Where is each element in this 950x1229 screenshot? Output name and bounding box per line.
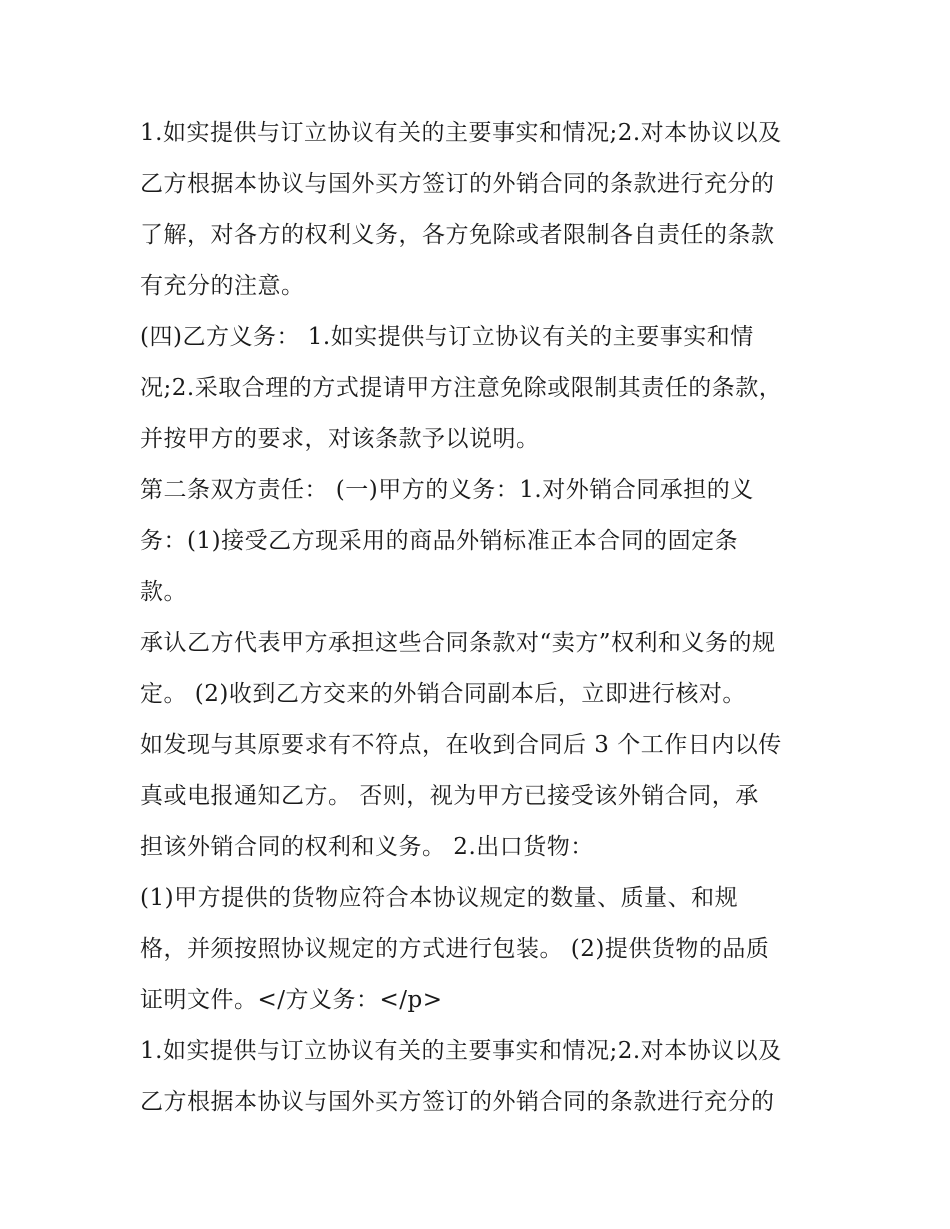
text-line: 乙方根据本协议与国外买方签订的外销合同的条款进行充分的 (140, 1089, 775, 1115)
text-line: 承认乙方代表甲方承担这些合同条款对“卖方”权利和义务的规 (140, 630, 776, 656)
paragraph-4 (140, 618, 820, 720)
document-body (140, 108, 820, 1128)
text-line: 乙方根据本协议与国外买方签订的外销合同的条款进行充分的 (140, 171, 775, 197)
text-line: 第二条双方责任： (一)甲方的义务：1.对外销合同承担的义 (140, 477, 754, 503)
text-line: (1)甲方提供的货物应符合本协议规定的数量、质量、和规 (140, 885, 739, 911)
text-line: 1.如实提供与订立协议有关的主要事实和情况;2.对本协议以及 (140, 1038, 782, 1064)
paragraph-2 (140, 312, 820, 465)
text-line: 担该外销合同的权利和义务。 2.出口货物： (140, 834, 594, 860)
text-line: 务：(1)接受乙方现采用的商品外销标准正本合同的固定条 (140, 528, 739, 554)
text-line: 款。 (140, 579, 187, 605)
text-line: 证明文件。</方义务：</p> (140, 987, 443, 1013)
paragraph-3 (140, 465, 820, 618)
text-line: (四)乙方义务： 1.如实提供与订立协议有关的主要事实和情 (140, 324, 754, 350)
text-line: 了解，对各方的权利义务，各方免除或者限制各自责任的条款 (140, 222, 775, 248)
text-line: 真或电报通知乙方。 否则，视为甲方已接受该外销合同，承 (140, 783, 759, 809)
text-line: 定。 (2)收到乙方交来的外销合同副本后，立即进行核对。 (140, 681, 746, 707)
text-line: 格，并须按照协议规定的方式进行包装。 (2)提供货物的品质 (140, 936, 770, 962)
paragraph-1 (140, 108, 820, 312)
text-line: 1.如实提供与订立协议有关的主要事实和情况;2.对本协议以及 (140, 120, 782, 146)
paragraph-6 (140, 873, 820, 1026)
paragraph-7 (140, 1026, 820, 1128)
text-line: 如发现与其原要求有不符点，在收到合同后 3 个工作日内以传 (140, 732, 782, 758)
text-line: 并按甲方的要求，对该条款予以说明。 (140, 426, 540, 452)
text-line: 况;2.采取合理的方式提请甲方注意免除或限制其责任的条款， (140, 375, 783, 401)
paragraph-5 (140, 720, 820, 873)
text-line: 有充分的注意。 (140, 273, 305, 299)
